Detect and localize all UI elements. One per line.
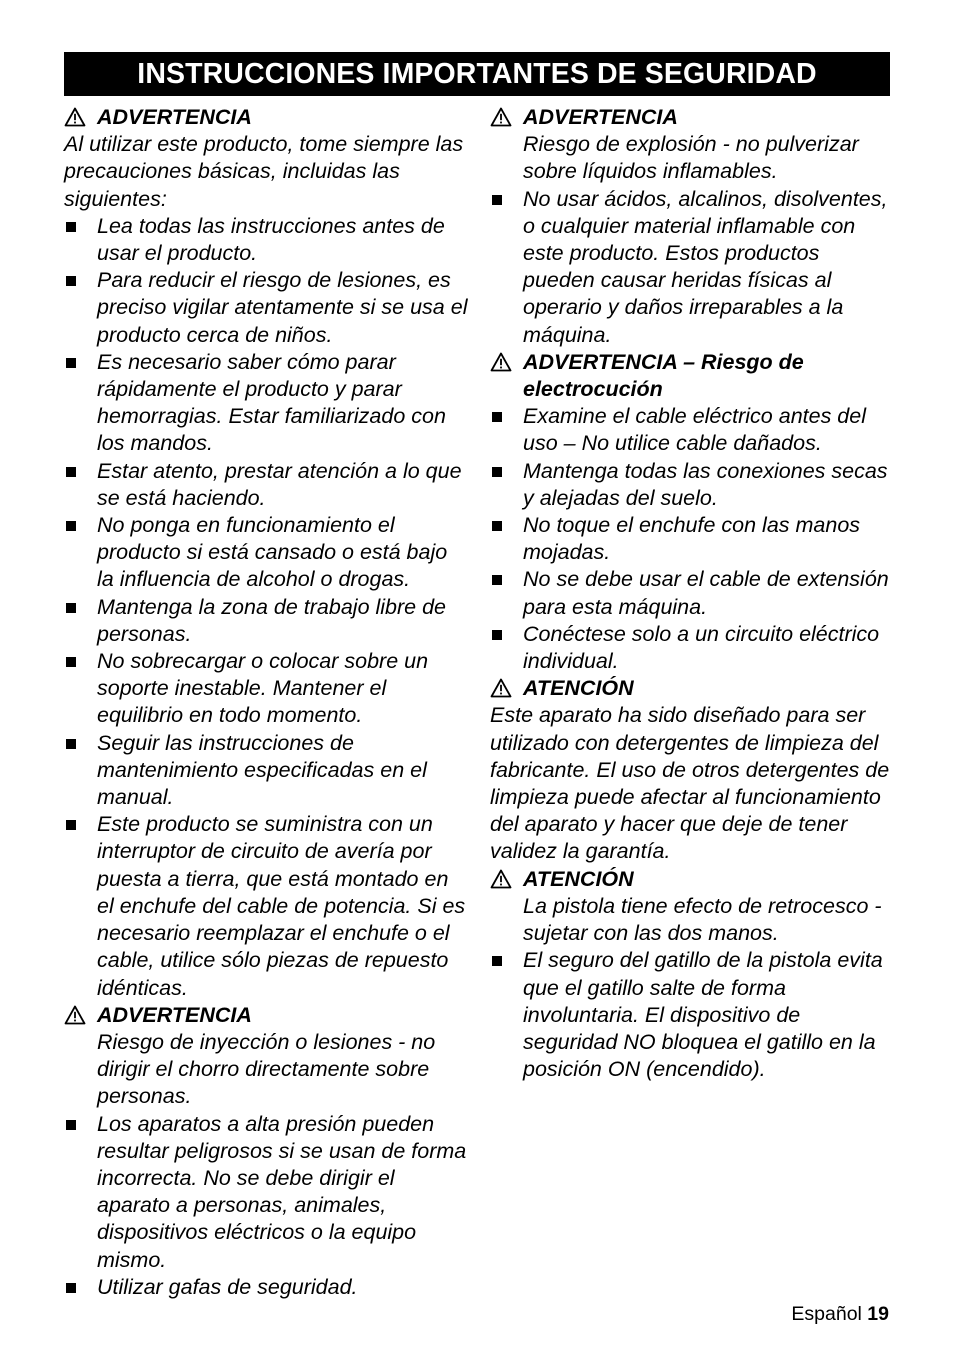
warning-triangle-icon: [490, 678, 512, 698]
list-item: Mantenga todas las conexiones secas y alejadas del suelo.: [490, 458, 894, 512]
list-item: Para reducir el riesgo de lesiones, es preciso vigilar atentamente si se usa el producto cerca de niños.: [64, 267, 468, 349]
list-item: No sobrecargar o colocar sobre un soporte inestable. Mantener el equilibrio en todo momento.: [64, 648, 468, 730]
list-item: Mantenga la zona de trabajo libre de personas.: [64, 594, 468, 648]
right-column: [490, 104, 894, 1083]
list-item: El seguro del gatillo de la pistola evita que el gatillo salte de forma involuntaria. El dispositivo de seguridad NO bloquea el gatillo en la posición ON (encendido).: [490, 947, 894, 1083]
page-number: 19: [867, 1303, 889, 1325]
warning-triangle-icon: [490, 869, 512, 889]
list-item: No usar ácidos, alcalinos, disolventes, o cualquier material inflamable con este producto. Estos productos pueden causar heridas físicas al operario y daños irreparables a la máquina.: [490, 186, 894, 349]
list-item: Estar atento, prestar atención a lo que se está haciendo.: [64, 458, 468, 512]
list-item: Conéctese solo a un circuito eléctrico individual.: [490, 621, 894, 675]
list-item: Es necesario saber cómo parar rápidamente el producto y parar hemorragias. Estar familiarizado con los mandos.: [64, 349, 468, 458]
warning-heading: ADVERTENCIA – Riesgo de electrocución: [490, 349, 894, 403]
list-item: Lea todas las instrucciones antes de usar el producto.: [64, 213, 468, 267]
footer-language: Español: [791, 1303, 862, 1325]
left-column: [64, 104, 468, 1301]
warning-heading: ADVERTENCIA: [490, 104, 894, 131]
list-item: Seguir las instrucciones de mantenimiento especificadas en el manual.: [64, 730, 468, 812]
list-item: Examine el cable eléctrico antes del uso – No utilice cable dañados.: [490, 403, 894, 457]
list-item: No ponga en funcionamiento el producto si está cansado o está bajo la influencia de alcohol o drogas.: [64, 512, 468, 594]
list-item: Utilizar gafas de seguridad.: [64, 1274, 468, 1301]
warning-text: Riesgo de explosión - no pulverizar sobre líquidos inflamables.: [523, 132, 859, 184]
caution-heading: ATENCIÓN: [490, 866, 894, 893]
page-footer: [791, 1303, 889, 1326]
list-item: No se debe usar el cable de extensión para esta máquina.: [490, 566, 894, 620]
list-item: Los aparatos a alta presión pueden resultar peligrosos si se usan de forma incorrecta. No se debe dirigir el aparato a personas, animales, dispositivos eléctricos o la equipo mismo.: [64, 1111, 468, 1274]
caution-text: Este aparato ha sido diseñado para ser utilizado con detergentes de limpieza del fabricante. El uso de otros detergentes de limpieza puede afectar al funcionamiento del aparato y hacer que deje de tener validez la garantía.: [490, 703, 890, 864]
caution-text: La pistola tiene efecto de retrocesco - sujetar con las dos manos.: [523, 893, 882, 946]
warning-triangle-icon: [490, 107, 512, 127]
warning-triangle-icon: [64, 107, 86, 127]
list-item: Este producto se suministra con un interruptor de circuito de avería por puesta a tierra, que está montado en el enchufe del cable de potencia. Si es necesario reemplazar el enchufe o el cable, utilice sólo piezas de repuesto idénticas.: [64, 811, 468, 1001]
warning-intro: Al utilizar este producto, tome siempre las precauciones básicas, incluidas las siguientes:: [64, 132, 464, 211]
caution-heading: ATENCIÓN: [490, 675, 894, 702]
warning-text: Riesgo de inyección o lesiones - no dirigir el chorro directamente sobre personas.: [97, 1029, 436, 1109]
list-item: No toque el enchufe con las manos mojadas.: [490, 512, 894, 566]
page-title: INSTRUCCIONES IMPORTANTES DE SEGURIDAD: [64, 52, 890, 96]
warning-triangle-icon: [64, 1005, 86, 1025]
warning-heading: ADVERTENCIA: [64, 104, 468, 131]
warning-heading: ADVERTENCIA: [64, 1002, 468, 1029]
warning-triangle-icon: [490, 352, 512, 372]
